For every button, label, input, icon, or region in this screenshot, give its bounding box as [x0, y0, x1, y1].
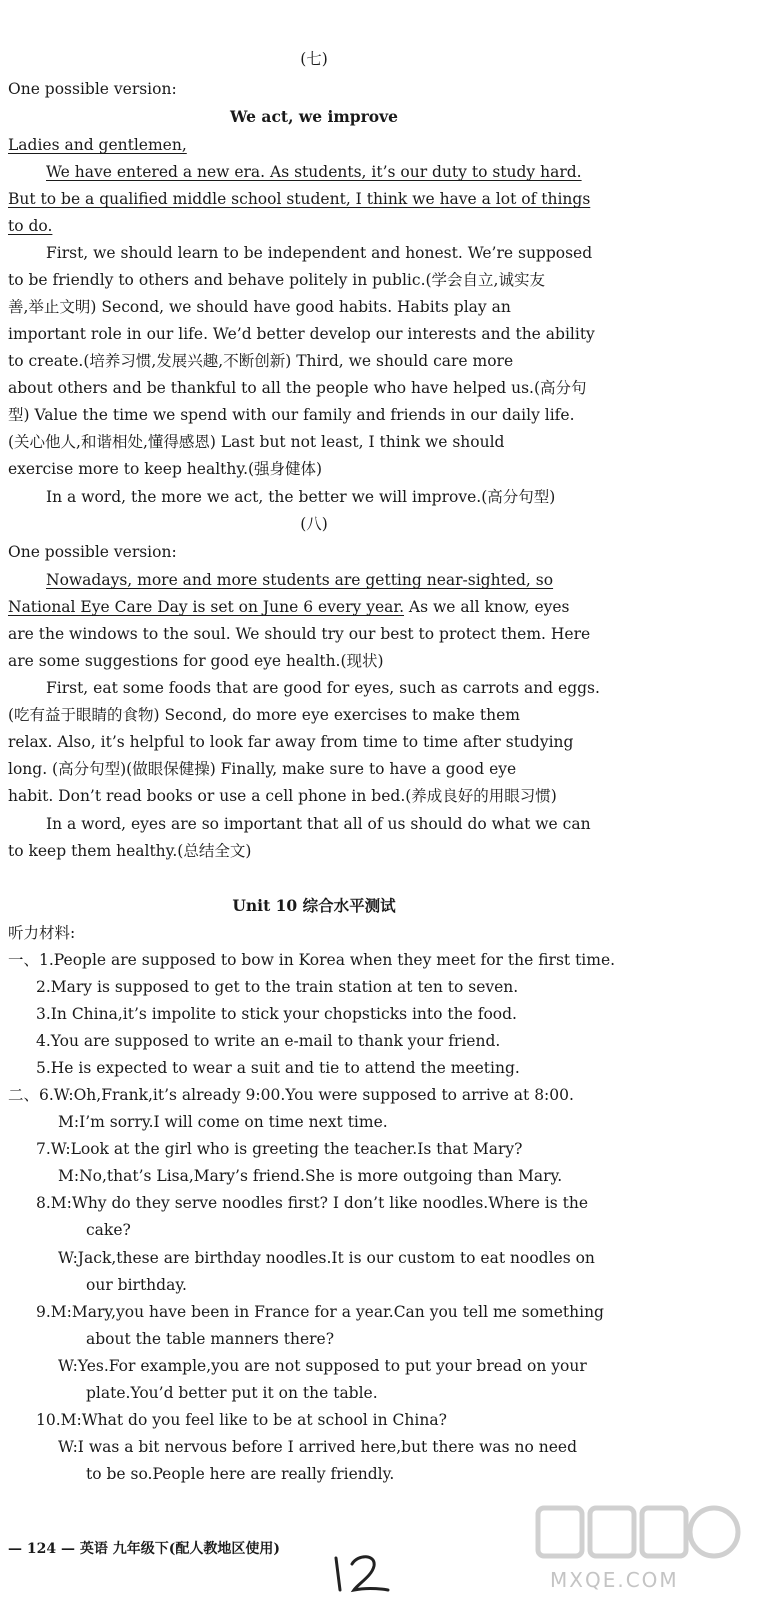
listening-line: W:Jack,these are birthday noodles.It is our custom to eat noodles on	[58, 1249, 595, 1267]
essay-8-line: (吃有益于眼睛的食物) Second, do more eye exercises to make them	[8, 706, 520, 724]
essay-7-line: exercise more to keep healthy.(强身健体)	[8, 460, 323, 478]
essay-7-line: 型) Value the time we spend with our family and friends in our daily life.	[8, 406, 575, 424]
listening-line: 5.He is expected to wear a suit and tie to attend the meeting.	[36, 1059, 520, 1077]
essay-7-line: But to be a qualified middle school student, I think we have a lot of things	[8, 190, 591, 208]
listening-line: our birthday.	[86, 1276, 187, 1294]
essay-7-line: to create.(培养习惯,发展兴趣,不断创新) Third, we should care more	[8, 352, 514, 370]
essay-8-line: are the windows to the soul. We should try our best to protect them. Here	[8, 625, 591, 643]
listening-line: M:No,that’s Lisa,Mary’s friend.She is more outgoing than Mary.	[58, 1167, 563, 1185]
essay-title: We act, we improve	[230, 107, 398, 126]
listening-line: plate.You’d better put it on the table.	[86, 1384, 378, 1402]
essay-7-line: important role in our life. We’d better develop our interests and the ability	[8, 325, 595, 343]
page-footer: — 124 — 英语 九年级下(配人教地区使用)	[8, 1541, 280, 1557]
listening-line: 9.M:Mary,you have been in France for a year.Can you tell me something	[36, 1303, 604, 1321]
essay-7-line: about others and be thankful to all the people who have helped us.(高分句	[8, 379, 587, 397]
essay-8-underlined-text: National Eye Care Day is set on June 6 every year.	[8, 598, 404, 616]
essay-8-line: Nowadays, more and more students are getting near-sighted, so	[46, 571, 554, 589]
essay-7-line: First, we should learn to be independent and honest. We’re supposed	[46, 244, 593, 262]
site-watermark	[532, 1500, 742, 1596]
section-8-intro: One possible version:	[8, 543, 177, 561]
watermark-text: MXQE.COM	[550, 1568, 679, 1592]
listening-line: to be so.People here are really friendly.	[86, 1465, 395, 1483]
section-7-intro: One possible version:	[8, 80, 177, 98]
essay-7-line: (关心他人,和谐相处,懂得感恩) Last but not least, I think we should	[8, 433, 505, 451]
essay-7-line: 善,举止文明) Second, we should have good habits. Habits play an	[8, 298, 511, 316]
listening-line: 2.Mary is supposed to get to the train station at ten to seven.	[36, 978, 519, 996]
essay-7-line: to do.	[8, 217, 53, 235]
essay-8-line: In a word, eyes are so important that all of us should do what we can	[46, 815, 591, 833]
listening-line: 10.M:What do you feel like to be at school in China?	[36, 1411, 447, 1429]
listening-line: 4.You are supposed to write an e-mail to thank your friend.	[36, 1032, 501, 1050]
essay-8-line: relax. Also, it’s helpful to look far away from time to time after studying	[8, 733, 574, 751]
listening-line: 一、1.People are supposed to bow in Korea when they meet for the first time.	[8, 951, 616, 969]
listening-label: 听力材料:	[8, 924, 76, 942]
handwritten-page-mark	[328, 1550, 392, 1594]
listening-line: W:Yes.For example,you are not supposed to put your bread on your	[58, 1357, 587, 1375]
section-8-heading: (八)	[300, 515, 328, 533]
listening-line: about the table manners there?	[86, 1330, 335, 1348]
essay-8-text: As we all know, eyes	[404, 598, 570, 616]
essay-8-line: long. (高分句型)(做眼保健操) Finally, make sure to have a good eye	[8, 760, 517, 778]
listening-line: M:I’m sorry.I will come on time next time.	[58, 1113, 388, 1131]
watermark-logo	[532, 1500, 742, 1570]
listening-line: 8.M:Why do they serve noodles first? I don’t like noodles.Where is the	[36, 1194, 589, 1212]
essay-8-line: First, eat some foods that are good for eyes, such as carrots and eggs.	[46, 679, 600, 697]
essay-8-line	[8, 594, 620, 621]
essay-7-line: to be friendly to others and behave politely in public.(学会自立,诚实友	[8, 271, 545, 289]
essay-8-line: to keep them healthy.(总结全文)	[8, 842, 252, 860]
listening-line: W:I was a bit nervous before I arrived here,but there was no need	[58, 1438, 577, 1456]
listening-line: 二、6.W:Oh,Frank,it’s already 9:00.You were supposed to arrive at 8:00.	[8, 1086, 574, 1104]
essay-8-line: habit. Don’t read books or use a cell phone in bed.(养成良好的用眼习惯)	[8, 787, 557, 805]
unit-10-title: Unit 10 综合水平测试	[232, 896, 396, 915]
section-7-heading: (七)	[300, 50, 328, 68]
listening-line: 7.W:Look at the girl who is greeting the teacher.Is that Mary?	[36, 1140, 523, 1158]
essay-7-line: We have entered a new era. As students, it’s our duty to study hard.	[46, 163, 582, 181]
listening-line: 3.In China,it’s impolite to stick your chopsticks into the food.	[36, 1005, 517, 1023]
listening-line: cake?	[86, 1221, 131, 1239]
essay-7-line: In a word, the more we act, the better we will improve.(高分句型)	[46, 488, 556, 506]
essay-8-line: are some suggestions for good eye health.(现状)	[8, 652, 384, 670]
essay-7-line: Ladies and gentlemen,	[8, 136, 187, 154]
